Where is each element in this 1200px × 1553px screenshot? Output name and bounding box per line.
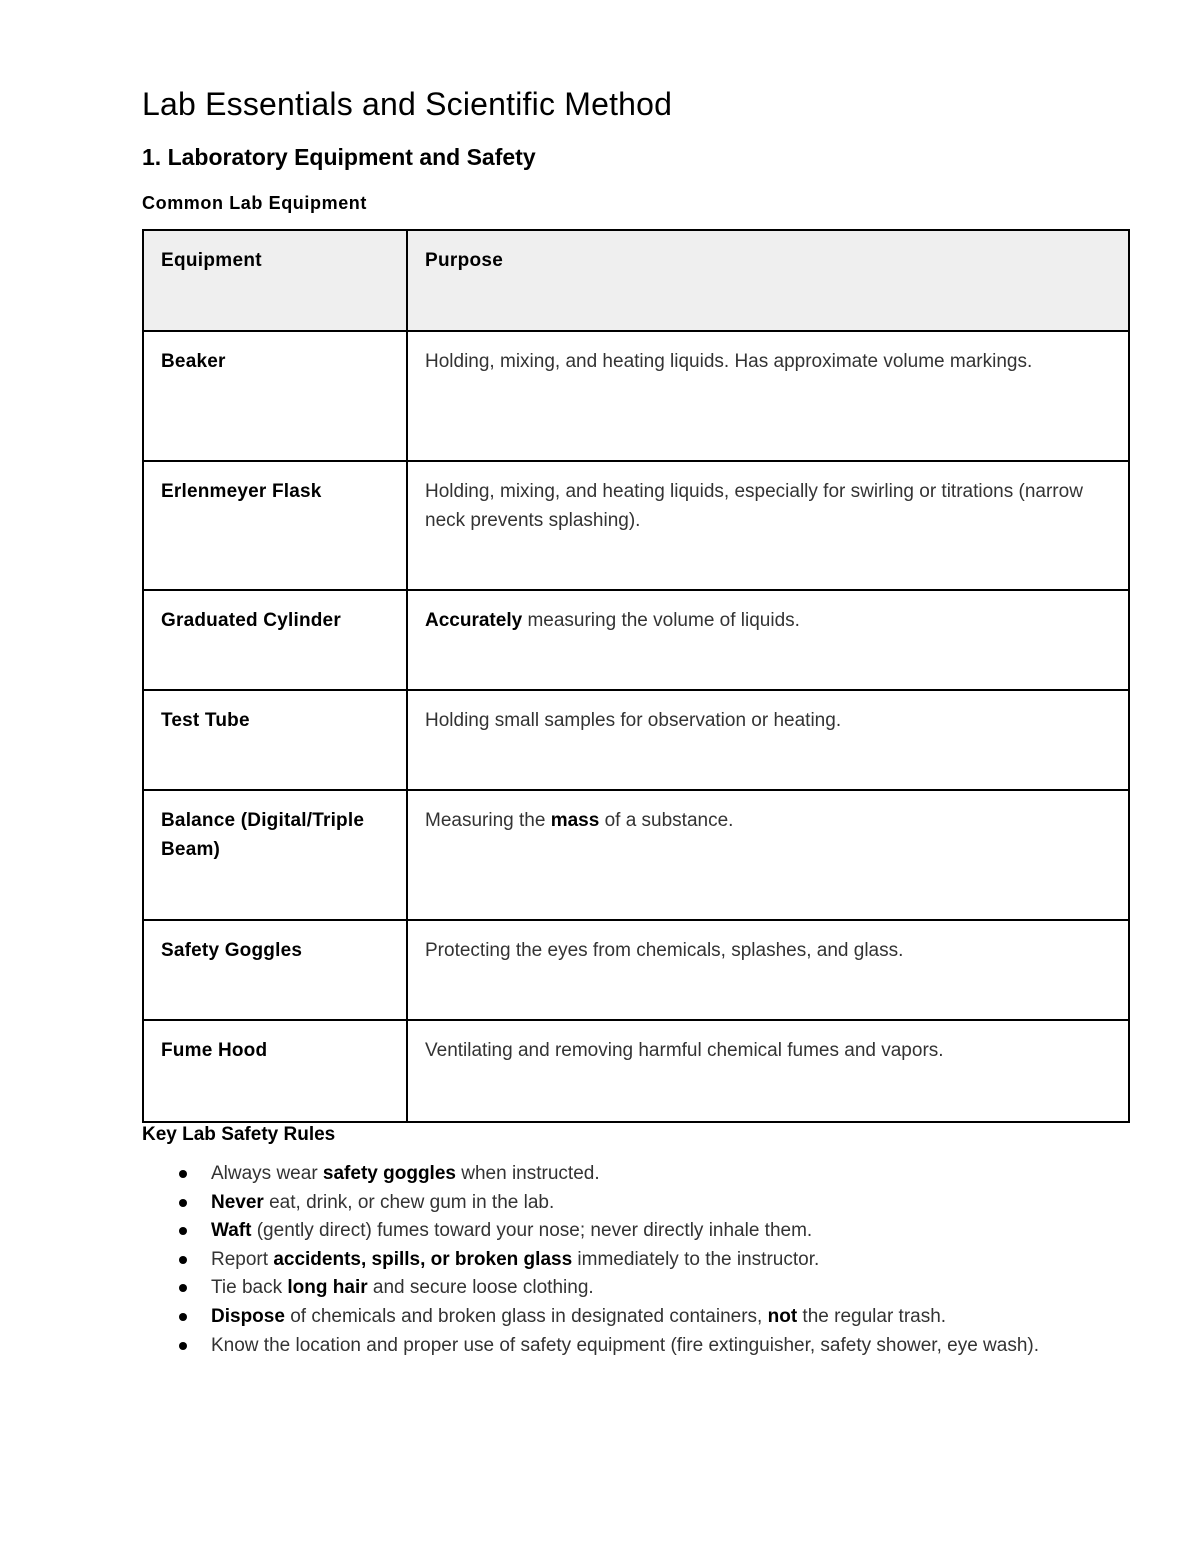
safety-rule-item (142, 1332, 1082, 1361)
rule-emphasis: long hair (287, 1277, 368, 1299)
bullet-icon (179, 1313, 187, 1321)
table-caption: Common Lab Equipment (142, 193, 367, 213)
rule-text: of chemicals and broken glass in designated containers, (284, 1305, 768, 1327)
purpose-text: Protecting the eyes from chemicals, splashes, and glass. (425, 940, 904, 961)
equipment-purpose (407, 690, 1129, 790)
table-row (143, 461, 1129, 590)
equipment-name: Graduated Cylinder (143, 590, 407, 690)
table-row (143, 690, 1129, 790)
rule-text: the regular trash. (797, 1305, 947, 1327)
rule-emphasis: not (767, 1305, 798, 1327)
rule-text: immediately to the instructor. (572, 1248, 820, 1270)
bullet-icon (179, 1256, 187, 1264)
rule-text: Tie back (211, 1277, 288, 1299)
safety-rule-item (142, 1303, 1082, 1332)
purpose-emphasis: Accurately (425, 610, 523, 631)
table-row (143, 1020, 1129, 1122)
purpose-text: Ventilating and removing harmful chemical fumes and vapors. (425, 1040, 944, 1061)
rule-text: Always wear (211, 1163, 323, 1184)
rule-text: and secure loose clothing. (367, 1277, 594, 1299)
table-row (143, 790, 1129, 920)
equipment-purpose (407, 590, 1129, 690)
equipment-purpose (407, 790, 1129, 920)
rule-text: (gently direct) fumes toward your nose; never directly inhale them. (251, 1220, 813, 1242)
rule-text: eat, drink, or chew gum in the lab. (263, 1191, 555, 1213)
bullet-icon (179, 1170, 187, 1178)
safety-rules-title: Key Lab Safety Rules (142, 1124, 336, 1145)
document-title: Lab Essentials and Scientific Method (142, 86, 673, 122)
purpose-text: of a substance. (599, 810, 734, 831)
safety-rule-item (142, 1189, 1082, 1218)
purpose-text: Holding, mixing, and heating liquids. Has approximate volume markings. (425, 351, 1033, 372)
equipment-table (142, 229, 1130, 1123)
rule-emphasis: Waft (211, 1220, 252, 1242)
rule-emphasis: Never (211, 1191, 264, 1213)
bullet-icon (179, 1199, 187, 1207)
equipment-name: Fume Hood (143, 1020, 407, 1122)
bullet-icon (179, 1284, 187, 1292)
rule-text: when instructed. (455, 1163, 600, 1184)
equipment-purpose (407, 331, 1129, 461)
table-row (143, 920, 1129, 1020)
purpose-text: Holding, mixing, and heating liquids, especially for swirling or titrations (narrow neck prevents splashing). (425, 481, 1083, 531)
equipment-name: Beaker (143, 331, 407, 461)
equipment-purpose (407, 1020, 1129, 1122)
table-row (143, 331, 1129, 461)
purpose-text: Measuring the (425, 810, 551, 831)
equipment-purpose (407, 461, 1129, 590)
bullet-icon (179, 1342, 187, 1350)
safety-rule-item (142, 1274, 1082, 1303)
equipment-name: Erlenmeyer Flask (143, 461, 407, 590)
table-row (143, 590, 1129, 690)
header-equipment: Equipment (143, 230, 407, 331)
purpose-text: measuring the volume of liquids. (522, 610, 800, 631)
equipment-name: Test Tube (143, 690, 407, 790)
safety-rule-item (142, 1217, 1082, 1246)
purpose-text: Holding small samples for observation or heating. (425, 710, 842, 731)
rule-emphasis: safety goggles (322, 1163, 456, 1184)
rule-text: Know the location and proper use of safety equipment (fire extinguisher, safety shower, eye wash). (211, 1334, 1040, 1356)
safety-rules-list (142, 1160, 1082, 1360)
equipment-purpose (407, 920, 1129, 1020)
section-title: 1. Laboratory Equipment and Safety (142, 144, 536, 170)
safety-rule-item (142, 1160, 1082, 1189)
safety-rule-item (142, 1246, 1082, 1275)
equipment-name: Balance (Digital/Triple Beam) (143, 790, 407, 920)
table-header-row (143, 230, 1129, 331)
rule-emphasis: Dispose (211, 1305, 285, 1327)
bullet-icon (179, 1227, 187, 1235)
rule-text: Report (211, 1248, 274, 1270)
purpose-emphasis: mass (550, 810, 600, 831)
equipment-name: Safety Goggles (143, 920, 407, 1020)
rule-emphasis: accidents, spills, or broken glass (273, 1248, 573, 1270)
header-purpose: Purpose (407, 230, 1129, 331)
